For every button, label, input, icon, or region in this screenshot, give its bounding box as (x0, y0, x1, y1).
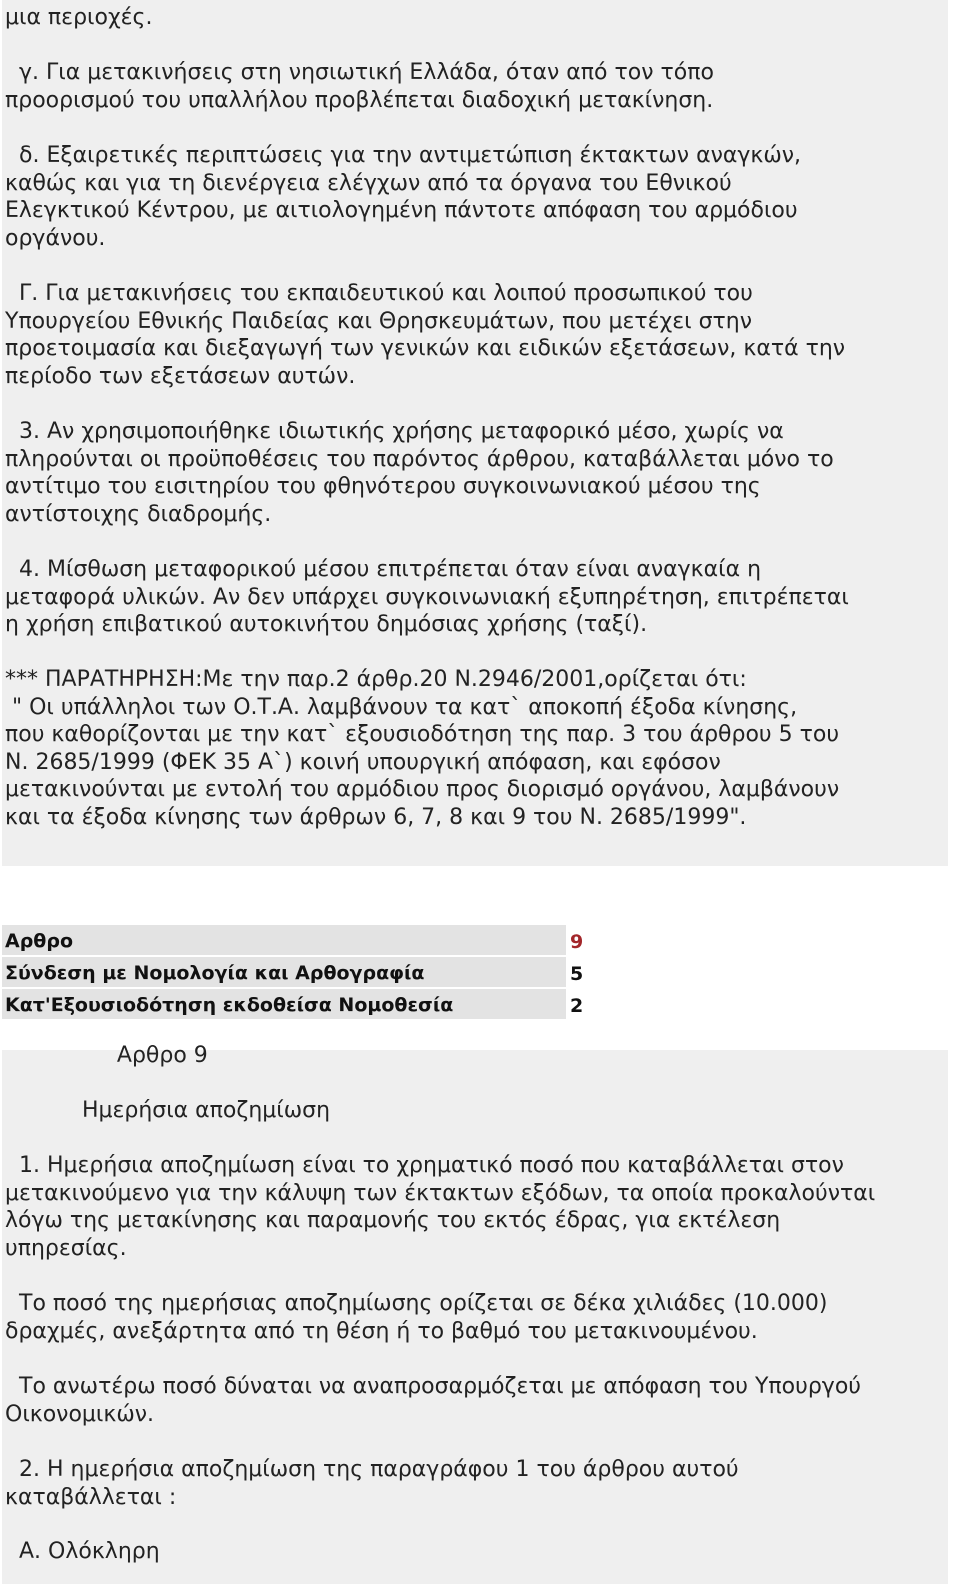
paragraph-note-observation: *** ΠΑΡΑΤΗΡΗΣΗ:Με την παρ.2 άρθρ.20 Ν.2946/2001,ορίζεται ότι: " Οι υπάλληλοι των Ο.Τ.Α. λαμβάνουν τα κατ` αποκοπή έξοδα κίνησης, που καθορίζονται με την κατ` εξουσιοδότηση της παρ. 3 του άρθρου 5 του Ν. 2685/1999 (ΦΕΚ 35 Α`) κοινή υπουργική απόφαση, και εφόσον μετακινούνται με εντολή του αρμόδιου προς διορισμό οργάνου, λαμβάνουν και τα έξοδα κίνησης των άρθρων 6, 7, 8 και 9 του Ν. 2685/1999". (5, 667, 840, 830)
table-row-delegated-legislation (2, 989, 948, 1019)
paragraph-3-private-vehicle: 3. Αν χρησιμοποιήθηκε ιδιωτικής χρήσης μεταφορικό μέσο, χωρίς να πληρούνται οι προϋποθέσεις του παρόντος άρθρου, καταβάλλεται μόνο το αντίτιμο του εισιτηρίου του φθηνότερου συγκοινωνιακού μέσου της αντίστοιχης διαδρομής. (5, 419, 834, 527)
paragraph-a-full: Α. Ολόκληρη (5, 1539, 160, 1564)
paragraph-delta-exceptions: δ. Εξαιρετικές περιπτώσεις για την αντιμετώπιση έκτακτων αναγκών, καθώς και για τη διενέργεια ελέγχων από τα όργανα του Εθνικού Ελεγκτικού Κέντρου, με αιτιολογημένη πάντοτε απόφαση του αρμόδιου οργάνου. (5, 143, 802, 251)
paragraph-allowance-adjustment: Το ανωτέρω ποσό δύναται να αναπροσαρμόζεται με απόφαση του Υπουργού Οικονομικών. (5, 1374, 862, 1427)
article-number-link[interactable]: 9 (569, 928, 943, 953)
case-law-label: Σύνδεση με Νομολογία και Αρθογραφία (2, 957, 566, 987)
paragraph-4-vehicle-hire: 4. Μίσθωση μεταφορικού μέσου επιτρέπεται όταν είναι αναγκαία η μεταφορά υλικών. Αν δεν υπάρχει συγκοινωνιακή εξυπηρέτηση, επιτρέπεται η χρήση επιβατικού αυτοκινήτου δημόσιας χρήσης (ταξί). (5, 557, 849, 638)
paragraph-allowance-amount: Το ποσό της ημερήσιας αποζημίωσης ορίζεται σε δέκα χιλιάδες (10.000) δραχμές, ανεξάρτητα από τη θέση ή το βαθμό του μετακινουμένου. (5, 1291, 828, 1344)
paragraph-gamma-islands: γ. Για μετακινήσεις στη νησιωτική Ελλάδα, όταν από τον τόπο προορισμού του υπαλλήλου προβλέπεται διαδοχική μετακίνηση. (5, 60, 714, 113)
paragraph-2-payment: 2. Η ημερήσια αποζημίωση της παραγράφου 1 του άρθρου αυτού καταβάλλεται : (5, 1457, 739, 1510)
article-9-heading: Αρθρο 9 (5, 1043, 208, 1068)
article-9-title: Ημερήσια αποζημίωση (5, 1098, 331, 1123)
paragraph-1-daily-allowance: 1. Ημερήσια αποζημίωση είναι το χρηματικό ποσό που καταβάλλεται στον μετακινούμενο για την κάλυψη των έκτακτων εξόδων, τα οποία προκαλούνται λόγω της μετακίνησης και παραμονής του εκτός έδρας, για εκτέλεση υπηρεσίας. (5, 1153, 876, 1261)
table-row-case-law (2, 957, 948, 987)
delegated-legislation-count-link[interactable]: 2 (569, 992, 943, 1017)
delegated-legislation-label: Κατ'Εξουσιοδότηση εκδοθείσα Νομοθεσία (2, 989, 566, 1019)
article-label: Αρθρο (2, 925, 566, 955)
case-law-count-link[interactable]: 5 (569, 960, 943, 985)
table-row-article (2, 925, 948, 955)
paragraph-b-tail: μια περιοχές. (5, 5, 153, 30)
paragraph-capital-gamma-education: Γ. Για μετακινήσεις του εκπαιδευτικού και λοιπού προσωπικού του Υπουργείου Εθνικής Παιδείας και Θρησκευμάτων, που μετέχει στην προετοιμασία και διεξαγωγή των γενικών και ειδικών εξετάσεων, κατά την περίοδο των εξετάσεων αυτών. (5, 281, 846, 389)
